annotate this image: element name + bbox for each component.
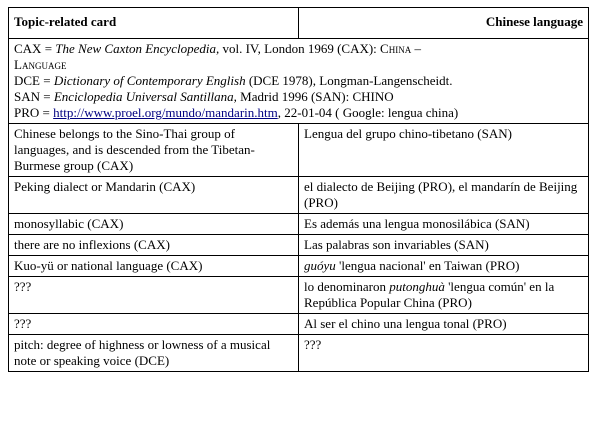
source-pro-rest: , 22-01-04 ( Google: lengua china): [277, 105, 459, 120]
source-pro-eq: =: [39, 105, 54, 120]
source-san-eq: =: [40, 89, 54, 104]
row-english-cell: monosyllabic (CAX): [9, 214, 299, 235]
source-san-title: Enciclopedia Universal Santillana,: [53, 89, 237, 104]
putonghua-term: putonghuà: [389, 279, 445, 294]
header-chinese-language: Chinese language: [299, 8, 589, 39]
row-english-cell: pitch: degree of highness or lowness of a musical note or speaking voice (DCE): [9, 335, 299, 372]
source-dce-abbr: DCE: [14, 73, 40, 88]
source-cax-language: Language: [14, 57, 67, 72]
source-pro-link[interactable]: http://www.proel.org/mundo/mandarin.htm: [53, 105, 278, 120]
table-row: [9, 314, 589, 335]
table-row: [9, 235, 589, 256]
row-english-cell: Chinese belongs to the Sino-Thai group of languages, and is descended from the Tibetan-Burmese group (CAX): [9, 124, 299, 177]
guoyu-term: guóyu: [304, 258, 336, 273]
row-spanish-cell: Las palabras son invariables (SAN): [299, 235, 589, 256]
sources-cell: [9, 39, 589, 124]
source-cax-abbr: CAX: [14, 41, 42, 56]
row-spanish-cell: el dialecto de Beijing (PRO), el mandarín de Beijing (PRO): [299, 177, 589, 214]
source-cax-rest: vol. IV, London 1969 (CAX):: [219, 41, 381, 56]
putonghua-pre: lo denominaron: [304, 279, 390, 294]
row-english-cell: ???: [9, 277, 299, 314]
row-spanish-cell: Es además una lengua monosilábica (SAN): [299, 214, 589, 235]
row-spanish-cell: ???: [299, 335, 589, 372]
source-pro-abbr: PRO: [14, 105, 40, 120]
row-spanish-cell: Lengua del grupo chino-tibetano (SAN): [299, 124, 589, 177]
table-row: [9, 335, 589, 372]
table-row: [9, 214, 589, 235]
source-cax-eq: =: [41, 41, 56, 56]
source-dce-title: Dictionary of Contemporary English: [53, 73, 246, 88]
source-san-rest: Madrid 1996 (SAN): CHINO: [236, 89, 394, 104]
table-row: [9, 124, 589, 177]
source-dce: [14, 73, 583, 89]
source-dce-rest: (DCE 1978), Longman-Langenscheidt.: [245, 73, 453, 88]
source-cax-title: The New Caxton Encyclopedia,: [55, 41, 220, 56]
row-english-cell: Kuo-yü or national language (CAX): [9, 256, 299, 277]
table-row: [9, 177, 589, 214]
source-cax-china: China: [380, 41, 412, 56]
source-cax-dash: –: [411, 41, 421, 56]
row-spanish-cell: [299, 277, 589, 314]
header-row: [9, 8, 589, 39]
header-topic-card: Topic-related card: [9, 8, 299, 39]
source-dce-eq: =: [40, 73, 54, 88]
table-row: [9, 277, 589, 314]
row-spanish-cell: [299, 256, 589, 277]
guoyu-gloss: 'lengua nacional' en Taiwan (PRO): [335, 258, 520, 273]
sources-row: [9, 39, 589, 124]
source-pro: [14, 105, 583, 121]
row-english-cell: ???: [9, 314, 299, 335]
topic-card-table: [8, 7, 589, 372]
source-cax: [14, 41, 583, 57]
source-san: [14, 89, 583, 105]
source-cax-cont: [14, 57, 583, 73]
row-english-cell: there are no inflexions (CAX): [9, 235, 299, 256]
table-row: [9, 256, 589, 277]
putonghua-gloss: 'lengua común' en la República Popular China (PRO): [304, 279, 555, 310]
row-spanish-cell: Al ser el chino una lengua tonal (PRO): [299, 314, 589, 335]
row-english-cell: Peking dialect or Mandarin (CAX): [9, 177, 299, 214]
source-san-abbr: SAN: [14, 89, 41, 104]
